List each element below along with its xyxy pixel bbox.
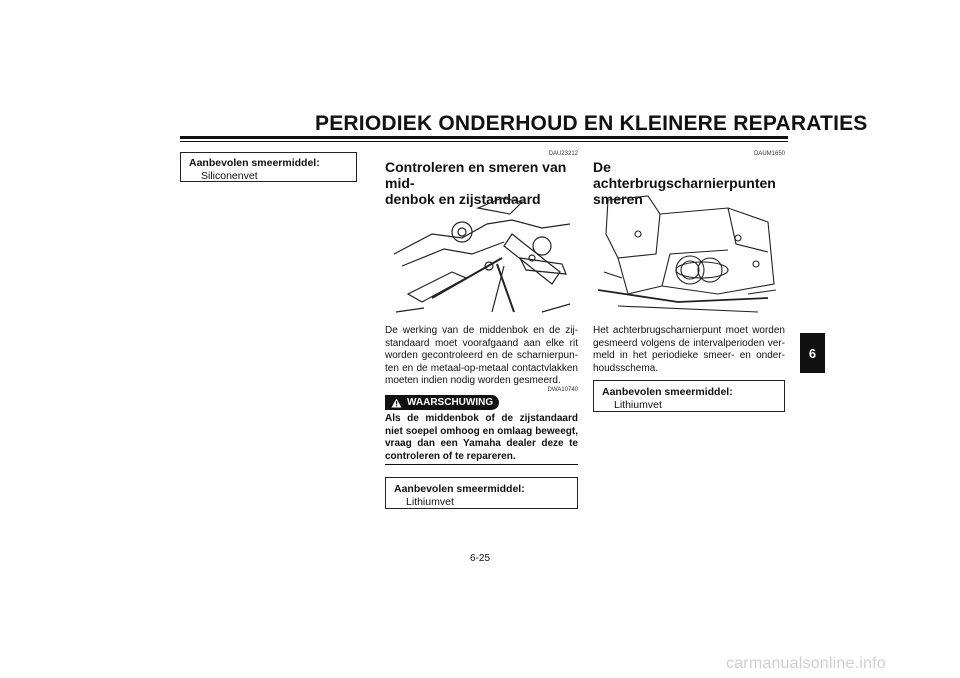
header-rule-thick xyxy=(180,136,788,139)
lubricant-box-lithium-middle xyxy=(385,477,578,509)
lubricant-value: Lithiumvet xyxy=(614,399,662,411)
section-body: De werking van de middenbok en de zij-standaard moet voorafgaand aan elke rit worden gecontroleerd en de scharnierpun-ten en de metaal-op-metaal contactvlakken moeten indien nodig worden gesmeerd. xyxy=(385,325,578,387)
warning-label: WAARSCHUWING xyxy=(407,397,494,408)
lubricant-value: Lithiumvet xyxy=(406,496,454,508)
watermark: carmanualsonline.info xyxy=(726,655,886,672)
lubricant-box-lithium-right xyxy=(593,380,785,412)
lubricant-label: Aanbevolen smeermiddel: xyxy=(602,386,733,398)
lubricant-box-silicone xyxy=(180,152,357,182)
rear-pivot-illustration xyxy=(598,194,778,316)
warning-text: Als de middenbok of de zijstandaard niet soepel omhoog en omlaag beweegt, vraag dan een Yamaha dealer deze te controleren of te repareren. xyxy=(385,413,578,462)
section-title-line1: De achterbrugscharnierpunten xyxy=(593,159,776,191)
section-body: Het achterbrugscharnierpunt moet worden gesmeerd volgens de intervalperioden ver-meld in het periodieke smeer- en onder-houdsschema. xyxy=(593,325,785,374)
warning-rule xyxy=(385,464,578,465)
page-header-title: PERIODIEK ONDERHOUD EN KLEINERE REPARATIES xyxy=(315,112,868,135)
lubricant-label: Aanbevolen smeermiddel: xyxy=(189,157,320,169)
warning-code: DWA10740 xyxy=(547,387,578,393)
chapter-tab: 6 xyxy=(800,333,825,373)
lubricant-label: Aanbevolen smeermiddel: xyxy=(394,483,525,495)
section-title-line2: denbok en zijstandaard xyxy=(385,191,541,207)
section-title-line2: smeren xyxy=(593,191,643,207)
section-code: DAUM1650 xyxy=(753,151,785,157)
warning-badge xyxy=(385,395,499,410)
page-number: 6-25 xyxy=(470,553,491,564)
section-code: DAU23212 xyxy=(548,151,578,157)
header-rule-thin xyxy=(180,141,788,142)
sidestand-centerstand-illustration xyxy=(392,194,574,314)
warning-triangle-icon xyxy=(391,398,402,408)
lubricant-value: Siliconenvet xyxy=(201,170,258,182)
section-title-line1: Controleren en smeren van mid- xyxy=(385,159,567,191)
